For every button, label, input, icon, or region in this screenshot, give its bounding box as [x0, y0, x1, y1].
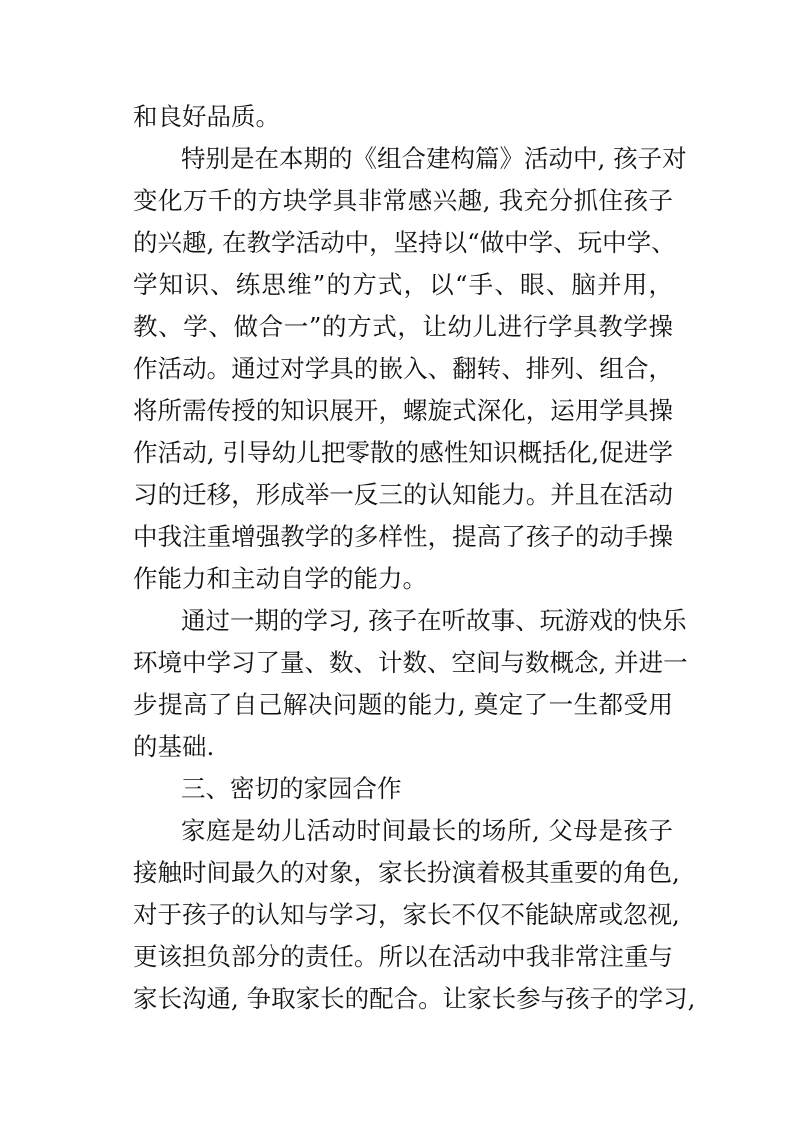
text-line-10: 习的迁移，形成举一反三的认知能力。并且在活动 — [133, 480, 673, 509]
text-line-15: 步提高了自己解决问题的能力, 奠定了一生都受用 — [133, 690, 673, 719]
section-heading: 三、密切的家园合作 — [181, 774, 402, 803]
text-line-9: 作活动, 引导幼儿把零散的感性知识概括化,促进学 — [133, 438, 673, 467]
text-line-21: 更该担负部分的责任。所以在活动中我非常注重与 — [133, 942, 673, 971]
text-line-12: 作能力和主动自学的能力。 — [133, 564, 427, 593]
text-line-13: 通过一期的学习, 孩子在听故事、玩游戏的快乐 — [181, 606, 687, 635]
text-line-8: 将所需传授的知识展开，螺旋式深化，运用学具操 — [133, 396, 673, 425]
text-line-14: 环境中学习了量、数、计数、空间与数概念, 并进一 — [133, 648, 688, 677]
text-line-18: 家庭是幼儿活动时间最长的场所, 父母是孩子 — [181, 816, 673, 845]
text-line-20: 对于孩子的认知与学习，家长不仅不能缺席或忽视, — [133, 900, 680, 929]
text-line-19: 接触时间最久的对象，家长扮演着极其重要的角色, — [133, 858, 680, 887]
text-line-5: 学知识、练思维”的方式，以“手、眼、脑并用， — [133, 270, 673, 299]
text-line-4: 的兴趣, 在教学活动中，坚持以“做中学、玩中学、 — [133, 228, 676, 257]
text-line-11: 中我注重增强教学的多样性，提高了孩子的动手操 — [133, 522, 673, 551]
text-line-22: 家长沟通, 争取家长的配合。让家长参与孩子的学习, — [133, 984, 696, 1013]
text-line-7: 作活动。通过对学具的嵌入、翻转、排列、组合， — [133, 354, 673, 383]
text-line-6: 教、学、做合一”的方式，让幼儿进行学具教学操 — [133, 312, 673, 341]
text-line-3: 变化万千的方块学具非常感兴趣, 我充分抓住孩子 — [133, 186, 673, 215]
text-line-2: 特别是在本期的《组合建构篇》活动中, 孩子对 — [181, 144, 687, 173]
text-line-16: 的基础. — [133, 732, 215, 761]
text-line-1: 和良好品质。 — [133, 102, 280, 131]
